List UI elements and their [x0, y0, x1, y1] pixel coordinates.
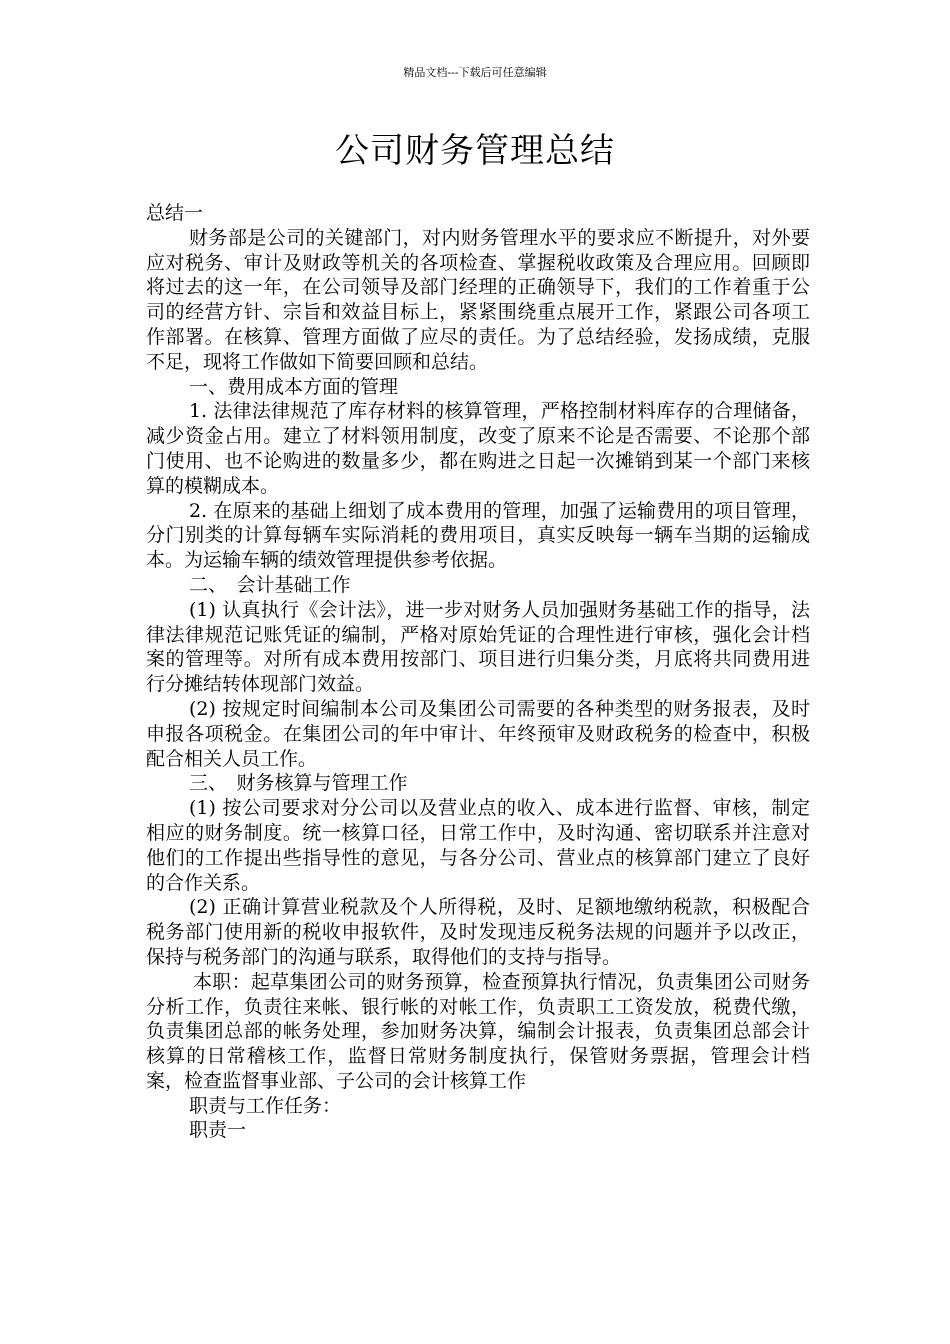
section-heading: 二、 会计基础工作	[189, 573, 351, 596]
document-title: 公司财务管理总结	[335, 131, 615, 171]
paragraph: 职责一	[189, 1119, 247, 1142]
paragraph: 财务部是公司的关键部门，对内财务管理水平的要求应不断提升，对外要应对税务、审计及财政等机关的各项检查、掌握税收政策及合理应用。回顾即将过去的这一年，在公司领导及部门经理的正确领导下，我们的工作着重于公司的经营方针、宗旨和效益目标上，紧紧围绕重点展开工作，紧跟公司各项工作部署。在核算、管理方面做了应尽的责任。为了总结经验，发扬成绩，克服不足，现将工作做如下简要回顾和总结。	[146, 226, 810, 373]
section-heading: 一、费用成本方面的管理	[189, 375, 399, 398]
paragraph: 2. 在原来的基础上细划了成本费用的管理，加强了运输费用的项目管理，分门别类的计算每辆车实际消耗的费用项目，真实反映每一辆车当期的运输成本。为运输车辆的绩效管理提供参考依据。	[146, 499, 810, 572]
paragraph: 本职：起草集团公司的财务预算，检查预算执行情况，负责集团公司财务分析工作，负责往来帐、银行帐的对帐工作，负责职工工资发放，税费代缴，负责集团总部的帐务处理，参加财务决算，编制会计报表，负责集团总部会计核算的日常稽核工作，监督日常财务制度执行，保管财务票据，管理会计档案，检查监督事业部、子公司的会计核算工作	[146, 970, 810, 1092]
header-note: 精品文档---下载后可任意编辑	[403, 66, 547, 79]
document-body	[146, 201, 810, 1143]
paragraph: (2) 正确计算营业税款及个人所得税，及时、足额地缴纳税款，积极配合税务部门使用新的税收申报软件，及时发现违反税务法规的问题并予以改正，保持与税务部门的沟通与联系，取得他们的支持与指导。	[146, 896, 810, 968]
section-heading: 三、 财务核算与管理工作	[189, 772, 408, 795]
paragraph: (1) 认真执行《会计法》，进一步对财务人员加强财务基础工作的指导，法律法律规范记账凭证的编制，严格对原始凭证的合理性进行审核，强化会计档案的管理等。对所有成本费用按部门、项目进行归集分类，月底将共同费用进行分摊结转体现部门效益。	[146, 598, 810, 696]
paragraph: (1) 按公司要求对分公司以及营业点的收入、成本进行监督、审核，制定相应的财务制度。统一核算口径，日常工作中，及时沟通、密切联系并注意对他们的工作提出些指导性的意见，与各分公司、营业点的核算部门建立了良好的合作关系。	[146, 797, 810, 894]
paragraph: 总结一	[146, 202, 204, 224]
paragraph: 职责与工作任务：	[189, 1094, 342, 1117]
paragraph: 1. 法律法律规范了库存材料的核算管理，严格控制材料库存的合理储备，减少资金占用。建立了材料领用制度，改变了原来不论是否需要、不论那个部门使用、也不论购进的数量多少，都在购进之日起一次摊销到某一个部门来核算的模糊成本。	[146, 400, 810, 497]
paragraph: (2) 按规定时间编制本公司及集团公司需要的各种类型的财务报表，及时申报各项税金。在集团公司的年中审计、年终预审及财政税务的检查中，积极配合相关人员工作。	[146, 697, 810, 770]
